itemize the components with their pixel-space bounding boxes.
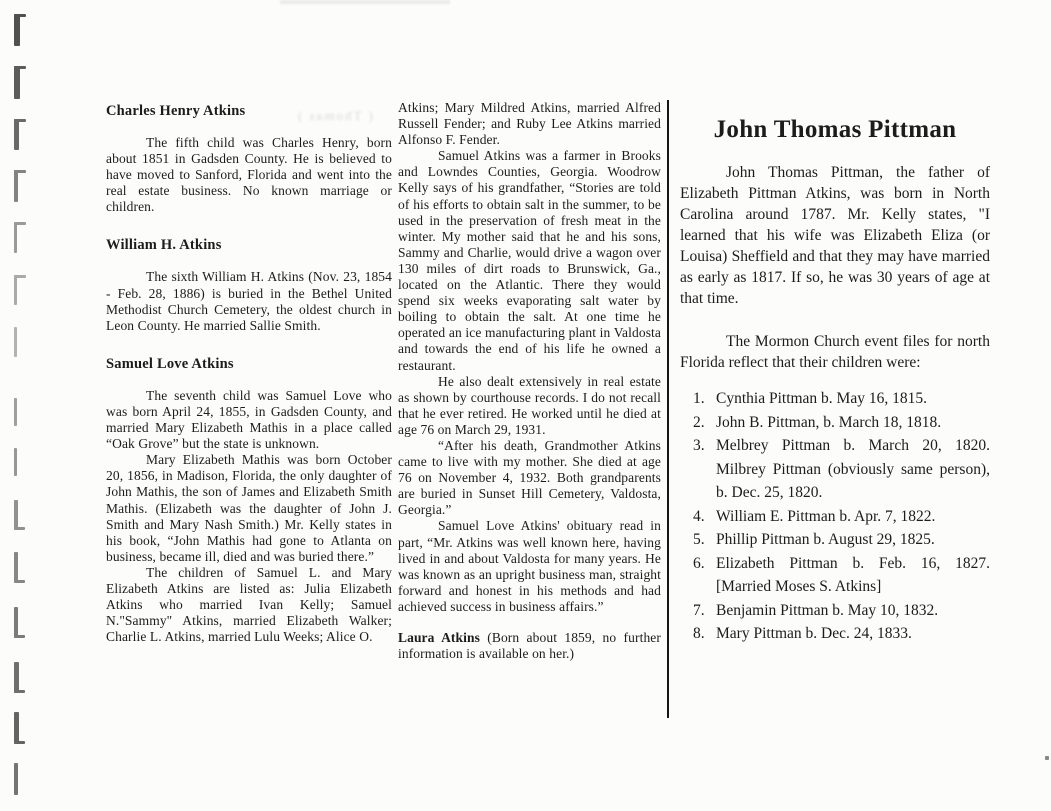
binding-mark-icon — [14, 119, 30, 150]
list-item-text: Mary Pittman b. Dec. 24, 1833. — [716, 625, 912, 642]
list-item-text: Cynthia Pittman b. May 16, 1815. — [716, 390, 927, 407]
laura-atkins-text: (Born about 1859, no further information is available on her.) — [398, 630, 661, 662]
list-item-text: Phillip Pittman b. August 29, 1825. — [716, 531, 935, 548]
column-divider-rule — [667, 100, 669, 718]
list-item-number: 2. — [693, 413, 705, 431]
paragraph: The Mormon Church event files for north Florida reflect that their children were: — [680, 333, 990, 371]
list-item-number: 5. — [693, 531, 705, 548]
paragraph: The fifth child was Charles Henry, born about 1851 in Gadsden County. He is believed to have moved to Sanford, Florida and went into the real estate business. No known marriage or children. — [106, 135, 392, 215]
list-item-text: Elizabeth Pittman b. Feb. 16, 1827. [Married Moses S. Atkins] — [716, 554, 990, 595]
list-item-number: 8. — [693, 625, 705, 642]
laura-atkins-lead: Laura Atkins — [398, 630, 480, 645]
list-item-number: 4. — [693, 507, 705, 525]
list-item-number: 7. — [693, 601, 705, 619]
list-item — [680, 387, 990, 411]
paragraph: Atkins; Mary Mildred Atkins, married Alfred Russell Fender; and Ruby Lee Atkins married Alfonso F. Fender. — [398, 100, 661, 148]
binding-mark-icon — [14, 14, 30, 46]
binding-mark-icon — [14, 552, 30, 583]
column-2 — [398, 100, 661, 662]
paragraph: Samuel Atkins was a farmer in Brooks and Lowndes Counties, Georgia. Woodrow Kelly says of his grandfather, “Stories are told of his efforts to obtain salt in the summer, to be used in the preservation of fresh meat in the winter. My mother said that he and his sons, Sammy and Charlie, would drive a wagon over 130 miles of dirt roads to Brunswick, Ga., located on the Atlantic. There they would spend six weeks evaporating salt water by boiling to obtain the salt. At one time he operated an ice manufacturing plant in Valdosta and towards the end of his life he owned a restaurant. — [398, 148, 661, 373]
section-heading-william-h-atkins: William H. Atkins — [106, 237, 222, 254]
section-heading-charles-henry-atkins: Charles Henry Atkins — [106, 103, 246, 119]
list-item-text: Benjamin Pittman b. May 10, 1832. — [716, 601, 939, 619]
binding-mark-icon — [14, 763, 30, 795]
list-item — [680, 599, 990, 623]
page-title: John Thomas Pittman — [713, 116, 957, 143]
section-heading-samuel-love-atkins: Samuel Love Atkins — [106, 355, 234, 372]
list-item — [680, 622, 990, 646]
list-item — [680, 528, 990, 552]
paragraph: The sixth William H. Atkins (Nov. 23, 1854 - Feb. 28, 1886) is buried in the Bethel United Methodist Church Cemetery, the oldest church in Leon County. He married Sallie Smith. — [106, 269, 392, 333]
scan-speck — [1045, 756, 1049, 760]
binding-mark-icon — [14, 398, 30, 426]
list-item-number: 6. — [693, 554, 705, 572]
paragraph: John Thomas Pittman, the father of Elizabeth Pittman Atkins, was born in North Carolina around 1787. Mr. Kelly states, "I learned that his wife was Elizabeth Eliza (or Louisa) Sheffield and that they may have married as early as 1817. If so, he was 30 years of age at that time. — [680, 164, 990, 307]
binding-mark-icon — [14, 170, 30, 202]
list-item — [680, 434, 990, 505]
paragraph: He also dealt extensively in real estate as shown by courthouse records. I do not recall that he ever retired. He worked until he died at age 76 on March 29, 1931. — [398, 373, 661, 437]
children-list — [680, 387, 990, 646]
binding-mark-icon — [14, 275, 30, 305]
binding-mark-icon — [14, 712, 30, 744]
list-item-text: William E. Pittman b. Apr. 7, 1822. — [716, 507, 936, 525]
bleed-through-artifact: ( Thomas ) — [296, 108, 373, 123]
paragraph: Samuel Love Atkins' obituary read in part, “Mr. Atkins was well known here, having lived in and about Valdosta for many years. He was known as an upright business man, straight forward and honest in his methods and had achieved success in business affairs.” — [398, 518, 661, 614]
binding-mark-icon — [14, 66, 30, 99]
column-3 — [680, 115, 990, 646]
binding-mark-icon — [14, 448, 30, 476]
paragraph: The seventh child was Samuel Love who was born April 24, 1855, in Gadsden County, and married Mary Elizabeth Mathis in a place called “Oak Grove” but the state is unknown. — [106, 387, 392, 452]
paragraph: The children of Samuel L. and Mary Elizabeth Atkins are listed as: Julia Elizabeth Atkins who married Ivan Kelly; Samuel N."Sammy" Atkins, married Elizabeth Walker; Charlie L. Atkins, married Lulu Weeks; Alice O. — [106, 564, 392, 645]
list-item-number: 1. — [693, 390, 705, 407]
list-item — [680, 411, 990, 435]
binding-mark-icon — [14, 500, 30, 530]
list-item-number: 3. — [693, 437, 705, 454]
paragraph-laura-atkins — [398, 630, 661, 662]
scan-edge-smudge — [280, 0, 450, 4]
binding-mark-icon — [14, 607, 30, 638]
paragraph: “After his death, Grandmother Atkins came to live with my mother. She died at age 76 on November 4, 1932. Both grandparents are buried in Sunset Hill Cemetery, Valdosta, Georgia.” — [398, 437, 661, 518]
list-item-text: Melbrey Pittman b. March 20, 1820. Milbrey Pittman (obviously same person), b. Dec. 25, 1820. — [716, 437, 990, 501]
column-1 — [106, 103, 392, 645]
paragraph: Mary Elizabeth Mathis was born October 20, 1856, in Madison, Florida, the only daughter of John Mathis, the son of James and Elizabeth Smith Mathis. (Elizabeth was the daughter of John J. Smith and Mary Nash Smith.) Mr. Kelly states in his book, “John Mathis had gone to Atlanta on business, became ill, died and was buried there.” — [106, 452, 392, 564]
binding-mark-icon — [14, 222, 30, 253]
binding-mark-icon — [14, 327, 30, 357]
list-item — [680, 552, 990, 599]
list-item — [680, 505, 990, 529]
binding-mark-icon — [14, 662, 30, 693]
list-item-text: John B. Pittman, b. March 18, 1818. — [716, 413, 942, 431]
